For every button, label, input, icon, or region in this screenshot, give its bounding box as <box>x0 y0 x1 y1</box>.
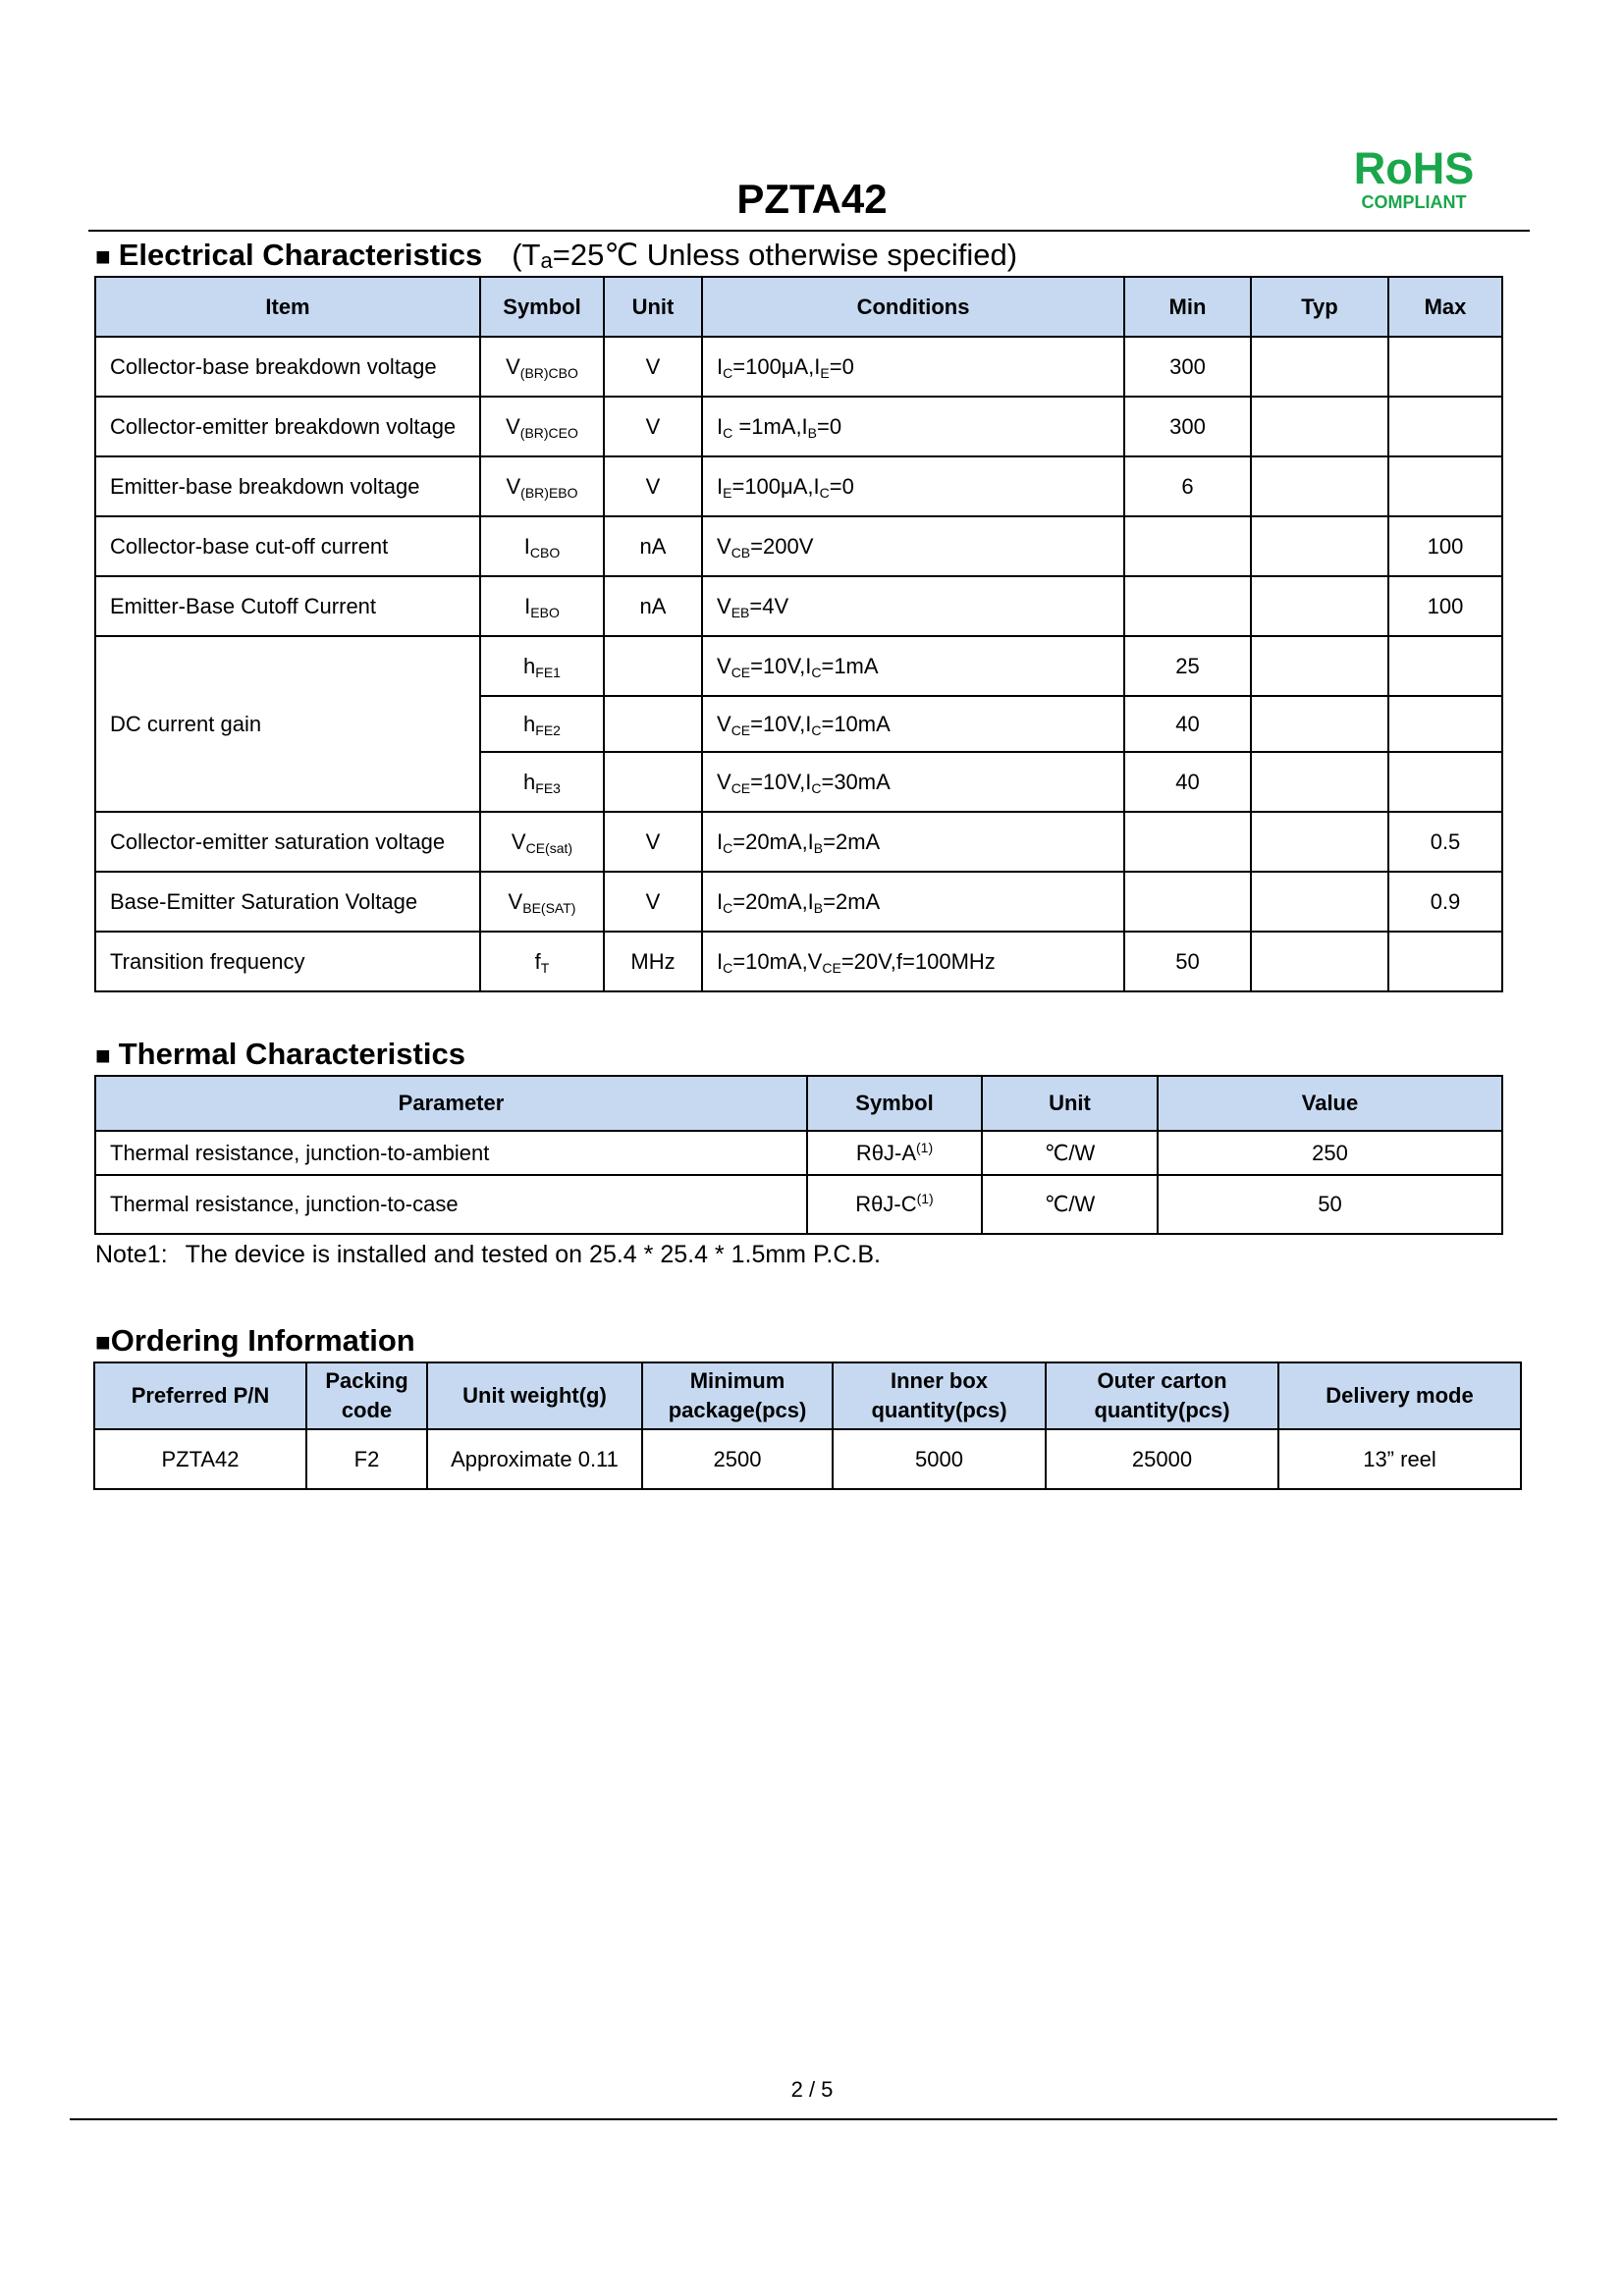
parameter-cell: Thermal resistance, junction-to-ambient <box>95 1131 807 1175</box>
unit-cell: ℃/W <box>982 1175 1158 1234</box>
conditions-cell: $V_{CE}=10V,I_C=10mA$ <box>702 696 1124 752</box>
bullet-square-icon: ■ <box>95 1327 111 1357</box>
thermal-heading-text: Thermal Characteristics <box>118 1037 465 1071</box>
item-cell: Emitter-base breakdown voltage <box>95 456 480 516</box>
column-header: Inner box quantity(pcs) <box>833 1362 1046 1429</box>
item-cell: Collector-base cut-off current <box>95 516 480 576</box>
column-header: Symbol <box>480 277 604 337</box>
electrical-heading-text: Electrical Characteristics <box>118 238 483 272</box>
conditions-cell: $V_{CE}=10V,I_C=30mA$ <box>702 752 1124 812</box>
item-cell: Collector-base breakdown voltage <box>95 337 480 397</box>
min-cell: 300 <box>1124 397 1251 456</box>
min-cell: 6 <box>1124 456 1251 516</box>
symbol-cell: $V_{(BR)CBO}$ <box>480 337 604 397</box>
packing-code-cell: F2 <box>306 1429 427 1489</box>
column-header: Minimum package(pcs) <box>642 1362 833 1429</box>
typ-cell <box>1251 576 1388 636</box>
typ-cell <box>1251 516 1388 576</box>
typ-cell <box>1251 932 1388 991</box>
max-cell <box>1388 932 1502 991</box>
table-header-row <box>95 277 1502 337</box>
unit-cell: MHz <box>604 932 702 991</box>
note-text: The device is installed and tested on 25.4 * 25.4 * 1.5mm P.C.B. <box>185 1241 881 1268</box>
item-cell: Emitter-Base Cutoff Current <box>95 576 480 636</box>
minimum-package-cell: 2500 <box>642 1429 833 1489</box>
symbol-cell: $V_{(BR)CEO}$ <box>480 397 604 456</box>
max-cell: 100 <box>1388 576 1502 636</box>
column-header: Max <box>1388 277 1502 337</box>
column-header: Unit weight(g) <box>427 1362 642 1429</box>
table-row <box>95 397 1502 456</box>
parameter-cell: Thermal resistance, junction-to-case <box>95 1175 807 1234</box>
inner-box-cell: 5000 <box>833 1429 1046 1489</box>
symbol-cell: $h_{FE3}$ <box>480 752 604 812</box>
page-title: PZTA42 <box>736 176 888 222</box>
table-row <box>94 1429 1521 1489</box>
min-cell: 40 <box>1124 696 1251 752</box>
symbol-cell: RθJ-$C^{(1)}$ <box>807 1175 982 1234</box>
column-header: Item <box>95 277 480 337</box>
min-cell <box>1124 872 1251 932</box>
max-cell: 100 <box>1388 516 1502 576</box>
unit-cell: V <box>604 337 702 397</box>
item-cell: DC current gain <box>95 636 480 812</box>
bullet-square-icon: ■ <box>95 1041 111 1070</box>
symbol-cell: $f_T$ <box>480 932 604 991</box>
max-cell <box>1388 337 1502 397</box>
conditions-cell: $I_C=10mA,V_{CE}=20V,f=100MHz$ <box>702 932 1124 991</box>
bullet-square-icon: ■ <box>95 241 111 271</box>
table-row <box>95 636 1502 696</box>
table-row <box>95 456 1502 516</box>
column-header: Unit <box>982 1076 1158 1131</box>
electrical-characteristics-table <box>94 276 1503 992</box>
typ-cell <box>1251 456 1388 516</box>
min-cell <box>1124 576 1251 636</box>
conditions-cell: $I_E=100\mu A,I_C=0$ <box>702 456 1124 516</box>
min-cell <box>1124 516 1251 576</box>
conditions-cell: $I_C=100\mu A,I_E=0$ <box>702 337 1124 397</box>
max-cell <box>1388 752 1502 812</box>
delivery-mode-cell: 13” reel <box>1278 1429 1521 1489</box>
page-number: 2 / 5 <box>790 2077 834 2102</box>
unit-cell: ℃/W <box>982 1131 1158 1175</box>
max-cell <box>1388 456 1502 516</box>
conditions-cell: $V_{CE}=10V,I_C=1mA$ <box>702 636 1124 696</box>
conditions-cell: $V_{EB}=4V$ <box>702 576 1124 636</box>
symbol-cell: RθJ-$A^{(1)}$ <box>807 1131 982 1175</box>
unit-cell: V <box>604 812 702 872</box>
max-cell <box>1388 696 1502 752</box>
symbol-cell: $V_{(BR)EBO}$ <box>480 456 604 516</box>
unit-cell: V <box>604 872 702 932</box>
typ-cell <box>1251 752 1388 812</box>
electrical-heading <box>95 238 1017 279</box>
table-row <box>95 872 1502 932</box>
column-header: Typ <box>1251 277 1388 337</box>
min-cell: 40 <box>1124 752 1251 812</box>
min-cell: 300 <box>1124 337 1251 397</box>
unit-cell: V <box>604 397 702 456</box>
item-cell: Collector-emitter saturation voltage <box>95 812 480 872</box>
value-cell: 250 <box>1158 1131 1502 1175</box>
unit-cell <box>604 696 702 752</box>
column-header: Min <box>1124 277 1251 337</box>
column-header: Parameter <box>95 1076 807 1131</box>
column-header: Value <box>1158 1076 1502 1131</box>
typ-cell <box>1251 872 1388 932</box>
ordering-heading <box>95 1323 415 1360</box>
rohs-compliant-text: COMPLIANT <box>1361 192 1467 212</box>
thermal-heading <box>95 1037 465 1073</box>
item-cell: Collector-emitter breakdown voltage <box>95 397 480 456</box>
column-header: Packing code <box>306 1362 427 1429</box>
value-cell: 50 <box>1158 1175 1502 1234</box>
conditions-cell: $I_C=20mA,I_B=2mA$ <box>702 812 1124 872</box>
symbol-cell: $h_{FE1}$ <box>480 636 604 696</box>
table-row <box>95 337 1502 397</box>
thermal-note <box>95 1240 881 1269</box>
symbol-cell: $V_{CE(sat)}$ <box>480 812 604 872</box>
electrical-condition: (Ta=25℃ Unless otherwise specified) <box>512 238 1018 273</box>
max-cell <box>1388 636 1502 696</box>
max-cell: 0.5 <box>1388 812 1502 872</box>
part-number-cell: PZTA42 <box>94 1429 306 1489</box>
min-cell: 50 <box>1124 932 1251 991</box>
column-header: Delivery mode <box>1278 1362 1521 1429</box>
typ-cell <box>1251 636 1388 696</box>
ordering-heading-text: Ordering Information <box>110 1323 415 1358</box>
table-row <box>95 516 1502 576</box>
note-label: Note1: <box>95 1241 168 1268</box>
conditions-cell: $V_{CB}=200V$ <box>702 516 1124 576</box>
unit-cell <box>604 752 702 812</box>
footer-divider <box>70 2118 1557 2120</box>
symbol-cell: $h_{FE2}$ <box>480 696 604 752</box>
table-header-row <box>94 1362 1521 1429</box>
header-divider <box>88 230 1530 232</box>
table-row <box>95 812 1502 872</box>
outer-carton-cell: 25000 <box>1046 1429 1278 1489</box>
column-header: Conditions <box>702 277 1124 337</box>
typ-cell <box>1251 812 1388 872</box>
min-cell: 25 <box>1124 636 1251 696</box>
thermal-characteristics-table <box>94 1075 1503 1235</box>
conditions-cell: $I_C =1mA,I_B=0$ <box>702 397 1124 456</box>
ordering-information-table <box>93 1362 1522 1490</box>
symbol-cell: $I_{CBO}$ <box>480 516 604 576</box>
unit-cell: nA <box>604 576 702 636</box>
table-row <box>95 932 1502 991</box>
table-row <box>95 1131 1502 1175</box>
table-header-row <box>95 1076 1502 1131</box>
rohs-text: RoHS <box>1353 143 1475 193</box>
typ-cell <box>1251 696 1388 752</box>
item-cell: Transition frequency <box>95 932 480 991</box>
column-header: Unit <box>604 277 702 337</box>
table-row <box>95 576 1502 636</box>
unit-cell: V <box>604 456 702 516</box>
typ-cell <box>1251 337 1388 397</box>
table-row <box>95 1175 1502 1234</box>
max-cell <box>1388 397 1502 456</box>
symbol-cell: $V_{BE(SAT)}$ <box>480 872 604 932</box>
unit-cell: nA <box>604 516 702 576</box>
item-cell: Base-Emitter Saturation Voltage <box>95 872 480 932</box>
symbol-cell: $I_{EBO}$ <box>480 576 604 636</box>
min-cell <box>1124 812 1251 872</box>
typ-cell <box>1251 397 1388 456</box>
max-cell: 0.9 <box>1388 872 1502 932</box>
unit-weight-cell: Approximate 0.11 <box>427 1429 642 1489</box>
conditions-cell: $I_C=20mA,I_B=2mA$ <box>702 872 1124 932</box>
column-header: Outer carton quantity(pcs) <box>1046 1362 1278 1429</box>
column-header: Preferred P/N <box>94 1362 306 1429</box>
unit-cell <box>604 636 702 696</box>
column-header: Symbol <box>807 1076 982 1131</box>
